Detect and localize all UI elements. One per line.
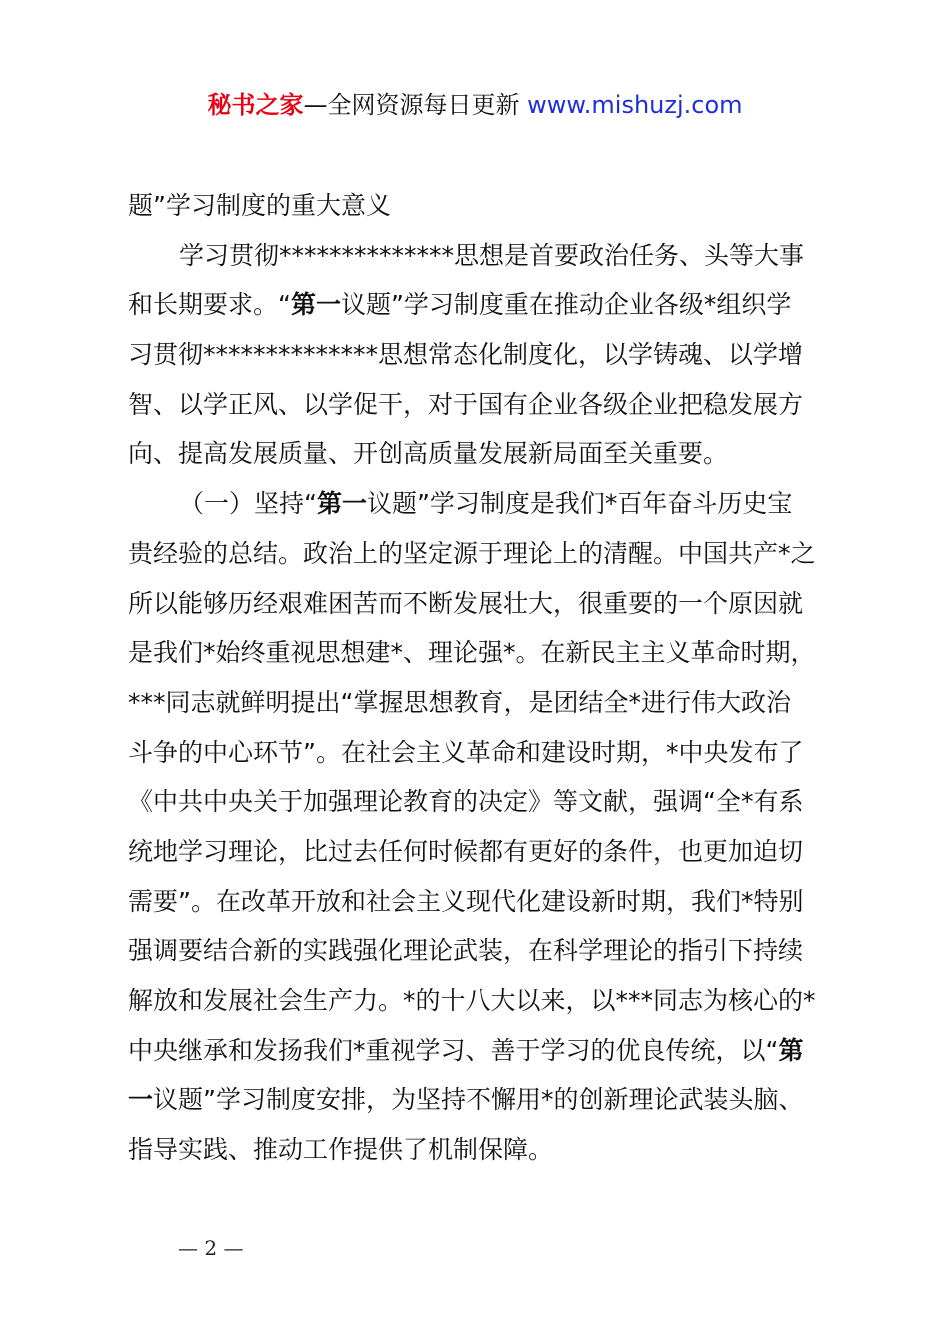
site-header	[0, 88, 950, 122]
document-body	[128, 181, 834, 1175]
text-line: 学习贯彻**************思想是首要政治任务、头等大事	[179, 240, 805, 270]
bold-text: 一	[128, 1085, 154, 1115]
text-line: 解放和发展社会生产力。*的十八大以来，以***同志为核心的*	[128, 986, 816, 1015]
bold-text: 第一	[290, 290, 341, 320]
site-brand: 秘书之家	[207, 91, 304, 119]
text-line: 强调要结合新的实践强化理论武装，在科学理论的指引下持续	[128, 936, 804, 966]
text-line: 指导实践、推动工作提供了机制保障。	[128, 1135, 554, 1165]
text-run: 议题”学习制度重在推动企业各级*组织学	[340, 290, 792, 320]
text-run: 议题”学习制度安排，为坚持不懈用*的创新理论武装头脑、	[153, 1085, 804, 1115]
bold-text: 第一	[316, 489, 367, 519]
site-url-link[interactable]: www.mishuzj.com	[527, 91, 743, 119]
text-line: 贵经验的总结。政治上的坚定源于理论上的清醒。中国共产*之	[128, 538, 816, 568]
text-line: 是我们*始终重视思想建*、理论强*。在新民主主义革命时期，	[128, 638, 816, 668]
site-tagline: —全网资源每日更新	[303, 91, 528, 119]
text-run: （一）坚持“	[179, 489, 317, 519]
text-line: 向、提高发展质量、开创高质量发展新局面至关重要。	[128, 439, 729, 469]
text-line: 所以能够历经艰难困苦而不断发展壮大，很重要的一个原因就	[128, 588, 804, 618]
text-line: 斗争的中心环节”。在社会主义革命和建设时期，*中央发布了	[128, 737, 804, 767]
text-line: 统地学习理论，比过去任何时候都有更好的条件，也更加迫切	[128, 836, 804, 866]
text-line	[128, 1075, 834, 1125]
text-run: 议题”学习制度是我们*百年奋斗历史宝	[366, 489, 793, 519]
text-run: 和长期要求。“	[128, 290, 291, 320]
text-line	[128, 1026, 834, 1076]
text-line: 《中共中央关于加强理论教育的决定》等文献，强调“全*有系	[128, 787, 804, 817]
text-run: 中央继承和发扬我们*重视学习、善于学习的优良传统，以“	[128, 1035, 779, 1065]
text-line: 智、以学正风、以学促干，对于国有企业各级企业把稳发展方	[128, 389, 804, 419]
bold-text: 第	[778, 1035, 804, 1065]
text-line: 需要”。在改革开放和社会主义现代化建设新时期，我们*特别	[128, 886, 804, 916]
text-line: ***同志就鲜明提出“掌握思想教育，是团结全*进行伟大政治	[128, 687, 791, 717]
text-line	[128, 280, 834, 330]
page-number: — 2 —	[178, 1236, 244, 1260]
text-line	[128, 479, 834, 529]
text-line: 题”学习制度的重大意义	[128, 191, 391, 220]
text-line: 习贯彻**************思想常态化制度化，以学铸魂、以学增	[128, 340, 804, 370]
